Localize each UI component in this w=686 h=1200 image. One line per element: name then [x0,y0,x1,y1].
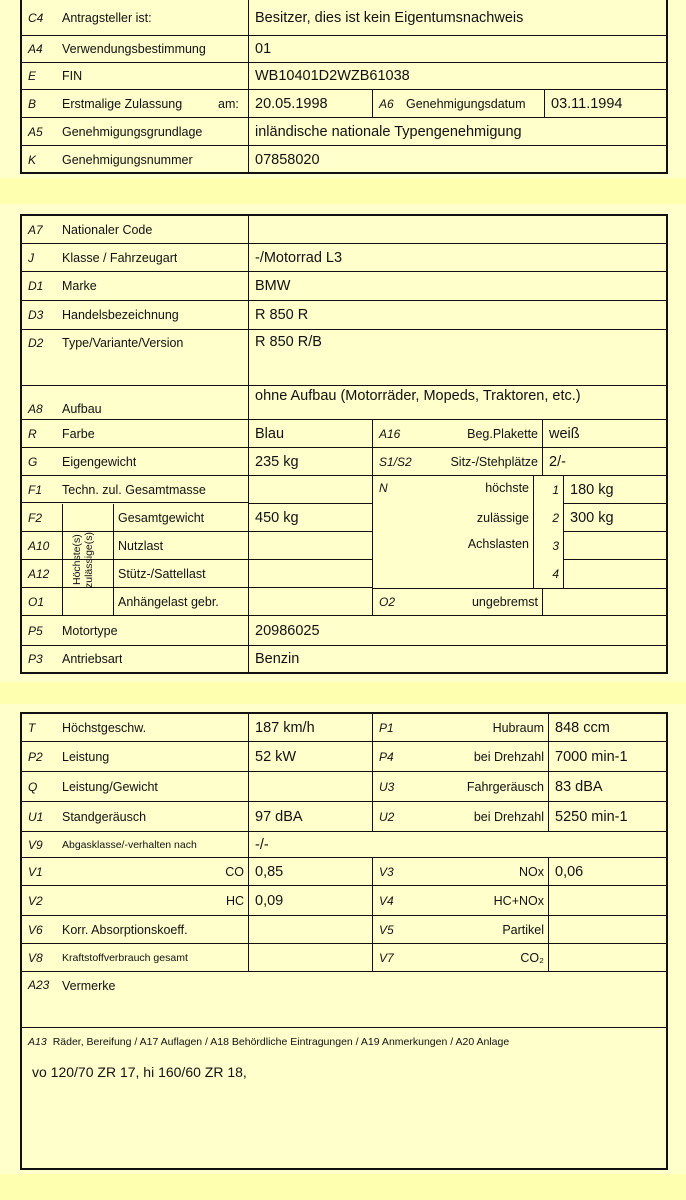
value: -/Motorrad L3 [248,244,666,271]
value: -/- [248,832,666,857]
value [142,972,666,1027]
row-v1 [22,858,666,886]
label: Kraftstoffverbrauch gesamt [62,951,188,964]
value [248,216,666,243]
code: J [28,250,34,265]
value-v7 [548,944,666,971]
value [248,560,372,587]
row-b [22,90,666,118]
code-v4: V4 [372,886,412,915]
code: D1 [28,279,44,293]
row-a5 [22,118,666,146]
axle-1-value: 180 kg [563,476,666,504]
code: F2 [28,510,43,525]
row-a23 [22,972,666,1028]
code-p4: P4 [372,742,412,771]
label: Korr. Absorptionskoeff. [62,922,188,937]
value: 01 [248,36,666,62]
code: F1 [28,483,43,497]
row-a13 [22,1028,666,1168]
label-zulaessige: zulässige [476,511,529,525]
code: A4 [28,42,43,56]
axle-4-num: 4 [552,567,559,581]
row-c4 [22,0,666,36]
value-v4 [548,886,666,915]
code: R [28,426,37,441]
code: K [28,153,37,167]
value: R 850 R/B [248,330,666,385]
value: 20986025 [248,616,666,645]
label-s1s2: Sitz-/Stehplätze [450,454,538,469]
code: A10 [28,538,50,553]
label-u2: bei Drehzahl [473,809,544,824]
label: Nutzlast [118,538,164,553]
value: Besitzer, dies ist kein Eigentumsnachweis [248,0,666,35]
row-t [22,714,666,742]
registration-table-3 [20,712,668,1170]
axle-3-value [563,532,666,560]
value: 0,85 [248,858,372,885]
code-s1s2: S1/S2 [372,448,416,475]
value-v5 [548,916,666,943]
row-p2 [22,742,666,772]
value [248,588,372,615]
code-n: N [379,481,388,495]
row-a10 [22,532,372,560]
code: T [28,720,36,735]
code-v7: V7 [372,944,412,971]
label: FIN [62,69,83,83]
axle-1-num: 1 [552,483,559,497]
label: Abgasklasse/-verhalten nach [62,838,197,851]
row-a7 [22,216,666,244]
f1-left-underline [22,502,248,503]
a13-header [28,1036,660,1048]
code: A12 [28,566,50,581]
label-u3: Fahrgeräusch [466,779,544,794]
label-p1: Hubraum [492,720,544,735]
label-v7: CO₂ [520,950,544,965]
code: D2 [28,336,44,350]
row-d1 [22,272,666,301]
code: V1 [28,864,43,879]
code: A13 [28,1036,47,1048]
row-v6 [22,916,666,944]
value-s1s2: 2/- [542,448,666,475]
code-u2: U2 [372,802,412,831]
label-a16: Beg.Plakette [467,426,538,441]
value: 187 km/h [248,714,372,741]
value: 20.05.1998 [248,90,372,117]
label: Genehmigungsgrundlage [62,124,203,139]
label: Farbe [62,426,95,441]
value-v3: 0,06 [548,858,666,885]
label-v4: HC+NOx [493,893,544,908]
row-g [22,448,666,476]
value-a6: 03.11.1994 [544,90,666,117]
code: P2 [28,749,43,764]
code: V8 [28,950,43,965]
code-v5: V5 [372,916,412,943]
label: HC [225,893,244,908]
code: B [28,96,37,111]
label-hoechste: höchste [485,481,529,495]
label: Genehmigungsnummer [62,153,193,167]
value: WB10401D2WZB61038 [248,63,666,89]
label: Handelsbezeichnung [62,308,179,322]
registration-table-1 [20,0,668,174]
row-p5 [22,616,666,646]
row-u1 [22,802,666,832]
value-o2 [542,588,666,615]
value-p1: 848 ccm [548,714,666,741]
code-p1: P1 [372,714,412,741]
label-a6: Genehmigungsdatum [406,96,526,111]
value: BMW [248,272,666,300]
label: Höchstgeschw. [62,720,147,735]
value: 97 dBA [248,802,372,831]
row-v8 [22,944,666,972]
value: 07858020 [248,146,666,174]
label: Stütz-/Sattellast [118,566,206,581]
value [248,476,372,504]
value [248,772,372,801]
value [248,944,372,971]
row-a12 [22,560,372,588]
label: Standgeräusch [62,809,147,824]
row-o1 [22,588,666,616]
row-r [22,420,666,448]
code: Q [28,779,38,794]
row-f2 [22,504,372,532]
value [248,916,372,943]
code-o2: O2 [372,588,412,615]
label: CO [225,864,244,879]
label: Anhängelast gebr. [118,594,219,609]
axle-load-block [372,476,666,588]
code-v3: V3 [372,858,412,885]
code: A5 [28,124,43,139]
label-o2: ungebremst [471,594,538,609]
value: 52 kW [248,742,372,771]
code: P3 [28,652,43,666]
value: ohne Aufbau (Motorräder, Mopeds, Traktoren, etc.) [248,386,666,419]
value-a16: weiß [542,420,666,447]
code: V2 [28,893,43,908]
label: Leistung [62,749,110,764]
label-achslasten: Achslasten [467,537,529,551]
label: Leistung/Gewicht [62,779,158,794]
label: Vermerke [62,979,116,993]
code: A8 [28,402,43,416]
value-u2: 5250 min-1 [548,802,666,831]
label: Motortype [62,623,118,638]
axle-2-value: 300 kg [563,504,666,532]
label: Type/Variante/Version [62,336,184,350]
label: Antriebsart [62,652,123,666]
code: E [28,69,37,83]
value: Benzin [248,646,666,672]
label-am: am: [218,96,239,111]
label: Eigengewicht [62,454,137,469]
vertical-label: Höchste(s) zulässige(s) [71,531,95,589]
axle-2-num: 2 [552,511,559,525]
label: Antragsteller ist: [62,10,152,25]
label-p4: bei Drehzahl [473,749,544,764]
code: A23 [28,978,50,992]
row-j [22,244,666,272]
value: inländische nationale Typengenehmigung [248,118,666,145]
label: Klasse / Fahrzeugart [62,250,178,265]
value [248,532,372,559]
axle-4-value [563,560,666,588]
row-a4 [22,36,666,63]
row-q [22,772,666,802]
label: Verwendungsbestimmung [62,42,206,56]
value: Blau [248,420,372,447]
row-v2 [22,886,666,916]
label: Techn. zul. Gesamtmasse [62,483,206,497]
code: V9 [28,837,43,852]
code-a16: A16 [372,420,412,447]
code: D3 [28,308,44,322]
label: Aufbau [62,402,102,416]
value-p4: 7000 min-1 [548,742,666,771]
code: P5 [28,623,43,638]
value-u3: 83 dBA [548,772,666,801]
value: 0,09 [248,886,372,915]
label-v5: Partikel [502,922,544,937]
row-k [22,146,666,174]
label: Nationaler Code [62,222,153,237]
label: Räder, Bereifung / A17 Auflagen / A18 Behördliche Eintragungen / A19 Anmerkungen / A20 Anlage [52,1036,510,1048]
row-a8 [22,386,666,420]
code: O1 [28,594,45,609]
row-p3 [22,646,666,672]
label: Marke [62,279,97,293]
code: V6 [28,922,43,937]
value: 450 kg [248,504,372,531]
label: Erstmalige Zulassung [62,96,183,111]
registration-table-2 [20,214,668,674]
code: A7 [28,222,43,237]
code: U1 [28,809,44,824]
code: G [28,454,38,469]
code-u3: U3 [372,772,412,801]
label: Gesamtgewicht [118,510,205,525]
row-d2 [22,330,666,386]
row-e [22,63,666,90]
row-d3 [22,301,666,330]
value: 235 kg [248,448,372,475]
label-v3: NOx [519,864,544,879]
code: C4 [28,10,44,25]
a13-value: vo 120/70 ZR 17, hi 160/60 ZR 18, [32,1064,247,1080]
axle-3-num: 3 [552,539,559,553]
value: R 850 R [248,301,666,329]
row-v9 [22,832,666,858]
code-a6: A6 [372,90,402,117]
